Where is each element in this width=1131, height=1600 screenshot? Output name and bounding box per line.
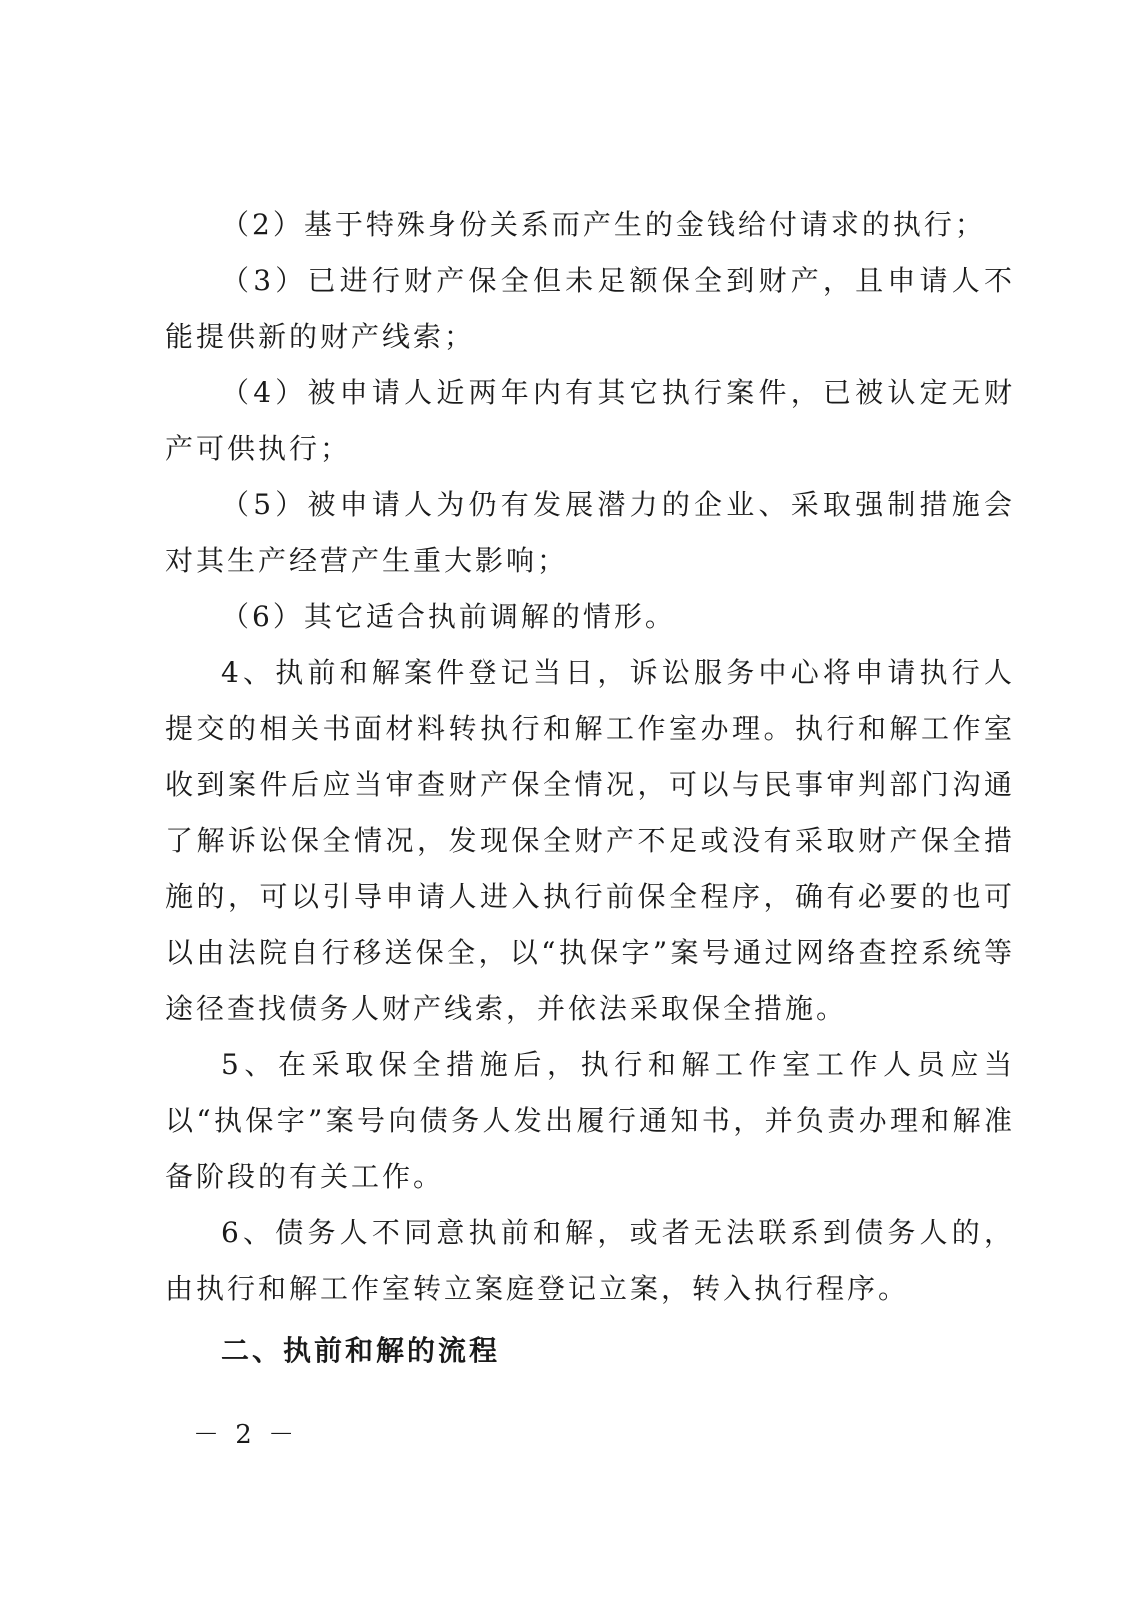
paragraph-item-3: （3）已进行财产保全但未足额保全到财产，且申请人不能提供新的财产线索； — [165, 264, 1015, 353]
paragraph-item-6: （6）其它适合执前调解的情形。 — [221, 600, 676, 633]
document-body — [165, 197, 1015, 1379]
paragraph-item-4: （4）被申请人近两年内有其它执行案件，已被认定无财产可供执行； — [165, 376, 1015, 465]
paragraph-section-4: 4、执前和解案件登记当日，诉讼服务中心将申请执行人提交的相关书面材料转执行和解工作室办理。执行和解工作室收到案件后应当审查财产保全情况，可以与民事审判部门沟通了解诉讼保全情况，发现保全财产不足或没有采取财产保全措施的，可以引导申请人进入执行前保全程序，确有必要的也可以由法院自行移送保全，以“执保字”案号通过网络查控系统等途径查找债务人财产线索，并依法采取保全措施。 — [165, 656, 1015, 1025]
paragraph-item-2: （2）基于特殊身份关系而产生的金钱给付请求的执行； — [221, 208, 986, 241]
paragraph-section-5: 5、在采取保全措施后，执行和解工作室工作人员应当以“执保字”案号向债务人发出履行通知书，并负责办理和解准备阶段的有关工作。 — [165, 1048, 1015, 1193]
paragraph-item-5: （5）被申请人为仍有发展潜力的企业、采取强制措施会对其生产经营产生重大影响； — [165, 488, 1015, 577]
page-number: － 2 － — [193, 1420, 299, 1450]
section-heading: 二、执前和解的流程 — [221, 1334, 501, 1367]
paragraph-section-6: 6、债务人不同意执前和解，或者无法联系到债务人的，由执行和解工作室转立案庭登记立案，转入执行程序。 — [165, 1216, 1015, 1305]
